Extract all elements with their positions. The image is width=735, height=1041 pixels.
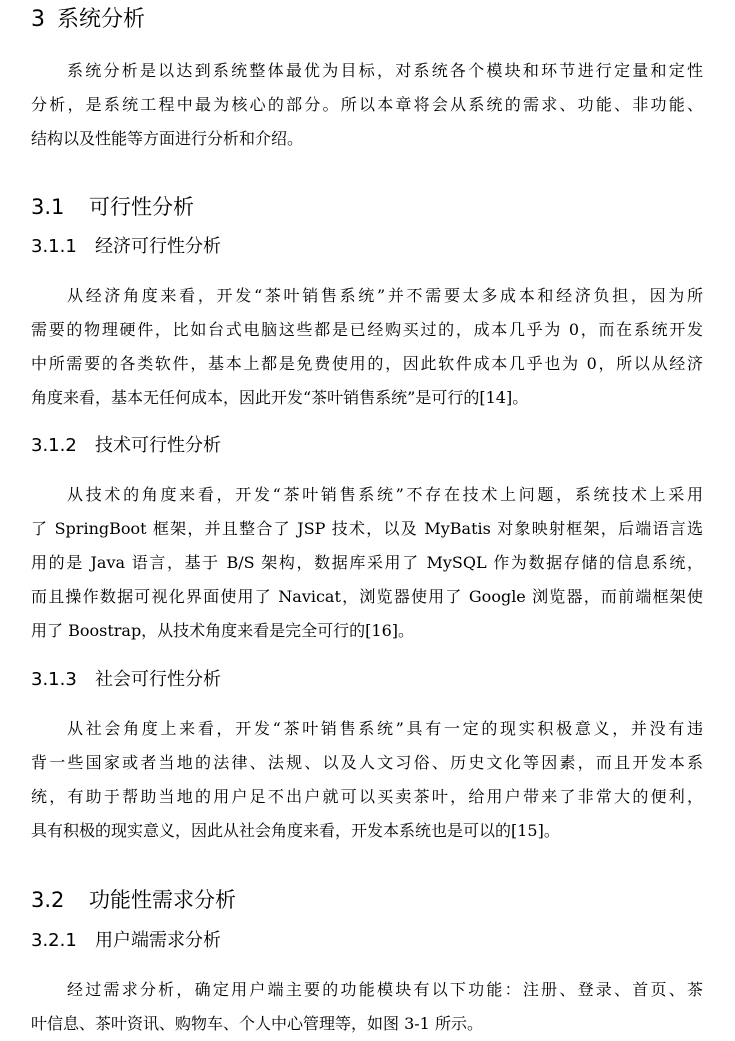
paragraph-line: 了 SpringBoot 框架，并且整合了 JSP 技术，以及 MyBatis 对象映射框架，后端语言选: [31, 519, 703, 538]
user-side-requirements-paragraph: [31, 973, 703, 1041]
economic-feasibility-paragraph: [31, 279, 703, 415]
paragraph-line: 从社会角度上来看，开发“茶叶销售系统”具有一定的现实积极意义，并没有违: [67, 719, 703, 738]
subsection-heading-3-1-3: [31, 668, 221, 692]
subsection-number: 3.1.2: [31, 435, 77, 456]
paragraph-line: 结构以及性能等方面进行分析和介绍。: [31, 129, 304, 148]
section-heading-3-2: [31, 887, 236, 913]
paragraph-line: 统，有助于帮助当地的用户足不出户就可以买卖茶叶，给用户带来了非常大的便利，: [31, 787, 703, 806]
paragraph-line: 经过需求分析，确定用户端主要的功能模块有以下功能：注册、登录、首页、茶: [67, 980, 703, 999]
subsection-number: 3.1.1: [31, 236, 77, 257]
subsection-title: 技术可行性分析: [95, 435, 221, 456]
paragraph-line: 中所需要的各类软件，基本上都是免费使用的，因此软件成本几乎也为 0，所以从经济: [31, 354, 703, 373]
section-title: 可行性分析: [89, 195, 194, 219]
social-feasibility-paragraph: [31, 712, 703, 848]
chapter-heading: [31, 7, 145, 33]
paragraph-line: 叶信息、茶叶资讯、购物车、个人中心管理等，如图 3-1 所示。: [31, 1014, 483, 1033]
chapter-title: 系统分析: [57, 7, 146, 32]
paragraph-line: 背一些国家或者当地的法律、法规、以及人文习俗、历史文化等因素，而且开发本系: [31, 753, 703, 772]
subsection-title: 社会可行性分析: [95, 669, 221, 690]
paragraph-line: 需要的物理硬件，比如台式电脑这些都是已经购买过的，成本几乎为 0，而在系统开发: [31, 320, 703, 339]
paragraph-line: 角度来看，基本无任何成本，因此开发“茶叶销售系统”是可行的[14]。: [31, 388, 529, 407]
paragraph-line: 具有积极的现实意义，因此从社会角度来看，开发本系统也是可以的[15]。: [31, 821, 560, 840]
section-number: 3.1: [31, 195, 65, 219]
paragraph-line: 分析，是系统工程中最为核心的部分。所以本章将会从系统的需求、功能、非功能、: [31, 95, 703, 114]
paragraph-line: 系统分析是以达到系统整体最优为目标，对系统各个模块和环节进行定量和定性: [67, 61, 703, 80]
subsection-title: 经济可行性分析: [95, 236, 221, 257]
paragraph-line: 用了 Boostrap，从技术角度来看是完全可行的[16]。: [31, 621, 415, 640]
technical-feasibility-paragraph: [31, 478, 703, 648]
subsection-heading-3-1-1: [31, 235, 221, 259]
subsection-number: 3.2.1: [31, 930, 77, 951]
subsection-heading-3-1-2: [31, 434, 221, 458]
subsection-number: 3.1.3: [31, 669, 77, 690]
section-number: 3.2: [31, 888, 65, 912]
section-title: 功能性需求分析: [89, 888, 236, 912]
paragraph-line: 而且操作数据可视化界面使用了 Navicat，浏览器使用了 Google 浏览器，而前端框架使: [31, 587, 703, 606]
paragraph-line: 从经济角度来看，开发“茶叶销售系统”并不需要太多成本和经济负担，因为所: [67, 286, 703, 305]
paragraph-line: 用的是 Java 语言，基于 B/S 架构，数据库采用了 MySQL 作为数据存储的信息系统，: [31, 553, 703, 572]
subsection-heading-3-2-1: [31, 929, 221, 953]
chapter-number: 3: [31, 7, 45, 32]
subsection-title: 用户端需求分析: [95, 930, 221, 951]
section-heading-3-1: [31, 194, 194, 220]
paragraph-line: 从技术的角度来看，开发“茶叶销售系统”不存在技术上问题，系统技术上采用: [67, 485, 703, 504]
chapter-intro-paragraph: [31, 54, 703, 156]
